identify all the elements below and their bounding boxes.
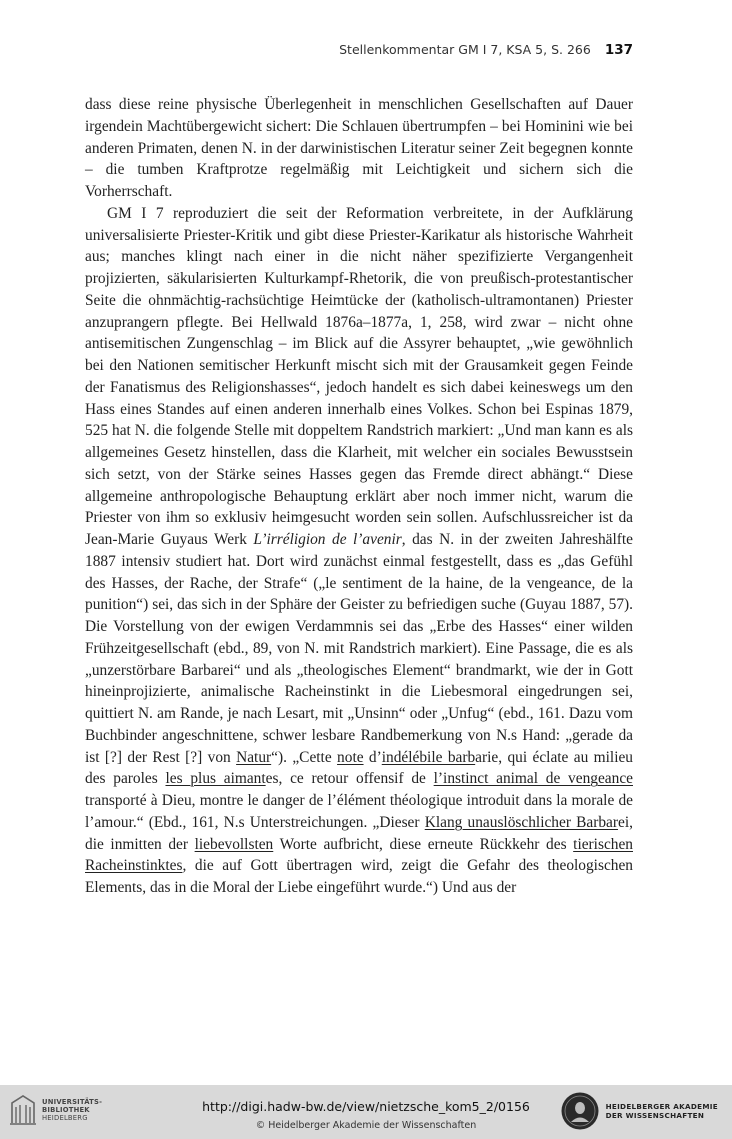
digitization-footer xyxy=(0,1085,732,1139)
copyright-notice: © Heidelberger Akademie der Wissenschaften xyxy=(255,1120,477,1131)
underlined-indelebile: indélébile barb xyxy=(381,748,476,766)
main-text xyxy=(85,94,633,899)
paragraph-2-text-5: arie, qui éclate au milieu des paroles xyxy=(85,748,634,788)
academy-name xyxy=(606,1102,718,1120)
underlined-tierischen: tierischen Racheinstinktes xyxy=(85,835,633,875)
running-header xyxy=(85,42,633,58)
paragraph-2-text-1: GM I 7 reproduziert die seit der Reformation verbreitete, in der Aufklärung universalisierte Priester-Kritik und gibt diese Priester-Karikatur als historische Wahrheit aus; manches klingt nach einer in die nicht näher spezifizierte Vergangenheit projizierten, säkularisierten Kulturkampf-Rhetorik, die von preußisch-protestantischer Seite die ohnmächtig-rachsüchtige Heimtücke der (katholisch-ultramontanen) Priester anzuprangern pflegte. Bei Hellwald 1876a–1877a, 1, 258, wird zwar – nicht ohne antisemitischen Zungenschlag – im Blick auf die Assyrer behauptet, „wie gewöhnlich bei den Nationen semitischer Herkunft mischt sich mit der Grausamkeit gegen Feinde der Fanatismus des Religionshasses“, jedoch handelt es sich dabei keineswegs um den Hass eines Standes auf einen anderen innerhalb eines Volkes. Schon bei Espinas 1879, 525 hat N. die folgende Stelle mit doppeltem Randstrich markiert: „Und man kann es als allgemeines Gesetz hinstellen, dass die Klarheit, mit welcher ein sociales Bewusstsein sich setzt, von der Stärke seines Hasses gegen das Fremde direct abhängt.“ Diese allgemeine anthropologische Behauptung erklärt aber noch immer nicht, warum die Priester von ihm so exklusiv heimgesucht worden sein sollen. Aufschlussreicher ist da Jean-Marie Guyaus Werk xyxy=(85,204,633,548)
paragraph-2-text-10: , die auf Gott übertragen wird, zeigt die Gefahr des theologischen Elements, das in die Moral der Liebe eingeführt wurde.“) Und aus der xyxy=(85,857,633,896)
academy-name-line-2: DER WISSENSCHAFTEN xyxy=(605,1111,705,1120)
running-title: Stellenkommentar GM I 7, KSA 5, S. 266 xyxy=(339,42,591,57)
page-number: 137 xyxy=(604,42,633,58)
paragraph-2-text-9: Worte aufbricht, diese erneute Rückkehr des xyxy=(273,835,574,853)
academy-logo[interactable] xyxy=(560,1091,718,1131)
permalink-url[interactable]: http://digi.hadw-bw.de/view/nietzsche_kom5_2/0156 xyxy=(202,1099,530,1114)
paragraph-2-text-4: d’ xyxy=(363,748,382,766)
underlined-klang: Klang unauslöschlicher Barbar xyxy=(424,813,619,831)
academy-seal-icon xyxy=(560,1091,600,1131)
paragraph-1: dass diese reine physische Überlegenheit in menschlichen Gesellschaften auf Dauer irgendein Machtübergewicht sichert: Die Schlauen übertrumpfen – bei Hominini wie bei anderen Primaten, denen N. in der darwinistischen Literatur seiner Zeit begegnen konnte – die tumben Kraftprotze regelmäßig mit Leichtigkeit und sichern sich die Vorherrschaft. xyxy=(85,96,633,200)
paragraph-2-text-6: es, ce retour offensif de xyxy=(265,770,434,788)
paragraph-2-text-2: , das N. in der zweiten Jahreshälfte 1887 intensiv studiert hat. Dort wird zunächst einmal festgestellt, dass es „das Gefühl des Hasses, der Rache, der Strafe“ („le sentiment de la haine, de la vengeance, de la punition“) sei, das sich in der Sphäre der Geister zu befriedigen suche (Guyau 1887, 57). Die Vorstellung von der ewigen Verdammnis sei das „Erbe des Hasses“ einer wilden Frühzeitgesellschaft (ebd., 89, von N. mit Randstrich markiert). Eine Passage, die es als „unzerstörbare Barbarei“ und als „theologisches Element“ brandmarkt, wie der in Gott hineinprojizierte, animalische Racheinstinkt in die Liebesmoral eingedrungen sei, quittiert N. am Rande, je nach Lesart, mit „Unsinn“ oder „Unfug“ (ebd., 161. Dazu vom Buchbinder angeschnittene, schwer lesbare Randbemerkung von N.s Hand: „gerade da ist [?] der Rest [?] von xyxy=(85,531,634,766)
underlined-instinct: l’instinct animal de vengeance xyxy=(433,770,633,788)
library-name-line-2: BIBLIOTHEK xyxy=(42,1106,90,1114)
paragraph-2 xyxy=(85,203,633,899)
underlined-natur: Natur xyxy=(236,748,272,766)
library-name-line-1: UNIVERSITÄTS- xyxy=(42,1098,103,1106)
library-name-line-3: HEIDELBERG xyxy=(42,1114,88,1122)
academy-name-line-1: HEIDELBERGER AKADEMIE xyxy=(605,1102,718,1111)
underlined-plus-aimant: les plus aimant xyxy=(165,770,266,788)
paragraph-2-text-7: transporté à Dieu, montre le danger de l’élément théologique introduit dans la morale de l’amour.“ (Ebd., 161, N.s Unterstreichungen. „Dieser xyxy=(85,792,633,831)
underlined-note: note xyxy=(337,748,364,766)
paragraph-2-text-3: “). „Cette xyxy=(271,748,338,766)
underlined-liebevollsten: liebevollsten xyxy=(194,835,274,853)
book-title-italic: L’irréligion de l’avenir xyxy=(253,531,402,548)
paragraph-2-text-8: ei, die inmitten der xyxy=(85,813,633,853)
